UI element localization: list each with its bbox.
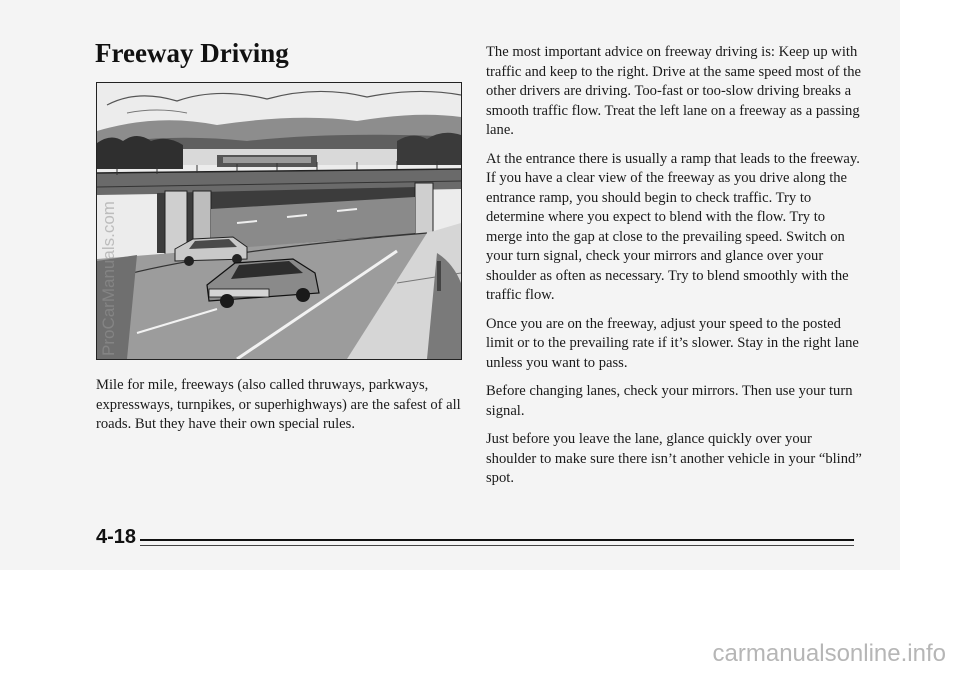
- freeway-overpass-drawing: [97, 83, 461, 359]
- freeway-illustration: [96, 82, 462, 360]
- paragraph-adjust-speed: Once you are on the freeway, adjust your speed to the posted limit or to the prevailing rate if it’s slower. Stay in the right lane unless you want to pass.: [486, 315, 859, 371]
- footer-watermark: carmanualsonline.info: [712, 640, 946, 667]
- page-number: 4-18: [96, 526, 137, 548]
- paragraph-keep-up: The most important advice on freeway driving is: Keep up with traffic and keep to the right. Drive at the same speed most of the other drivers are driving. Too-fast or too-slow driving breaks a smooth traffic flow. Treat the left lane on a freeway as a passing lane.: [486, 44, 861, 138]
- right-column: [486, 43, 862, 498]
- side-watermark: ProCarManuals.com: [99, 201, 118, 356]
- paragraph-blind-spot: Just before you leave the lane, glance quickly over your shoulder to make sure there isn’t another vehicle in your “blind” spot.: [486, 431, 862, 486]
- footer-rule-thin: [140, 545, 854, 546]
- intro-caption: Mile for mile, freeways (also called thruways, parkways, expressways, turnpikes, or superhighways) are the safest of all roads. But they have their own special rules.: [96, 377, 461, 432]
- paragraph-changing-lanes: Before changing lanes, check your mirrors. Then use your turn signal.: [486, 383, 853, 419]
- page-title: Freeway Driving: [95, 38, 289, 68]
- paragraph-entrance-ramp: At the entrance there is usually a ramp that leads to the freeway. If you have a clear view of the freeway as you drive along the entrance ramp, you should begin to check traffic. Try to determine where you expect to blend with the flow. Try to merge into the gap at close to the prevailing speed. Switch on your turn signal, check your mirrors and glance over your shoulder as often as necessary. Try to blend smoothly with the traffic flow.: [486, 150, 860, 303]
- footer-rule: [140, 539, 854, 541]
